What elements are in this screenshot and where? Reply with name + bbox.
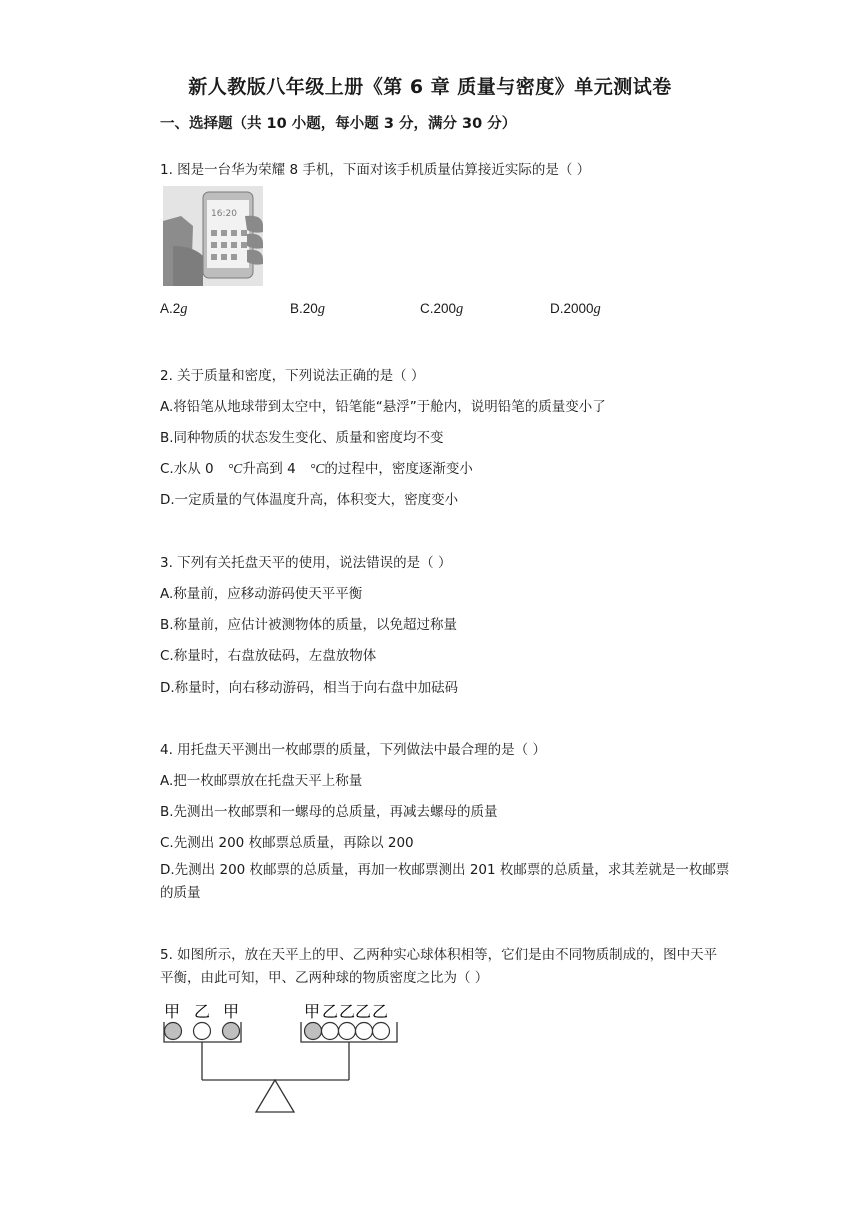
- right-ball-label: 乙: [338, 1002, 356, 1021]
- q1-option-a[interactable]: [160, 301, 188, 318]
- yi-ball: [373, 1023, 390, 1040]
- jia-ball: [305, 1023, 322, 1040]
- q3-option-d[interactable]: D.称量时，向右移动游码，相当于向右盘中加砝码: [160, 680, 459, 696]
- q4-option-d[interactable]: D.先测出 200 枚邮票的总质量，再加一枚邮票测出 201 枚邮票的总质量，求其差就是一枚邮票的质量: [160, 862, 730, 901]
- yi-ball: [194, 1023, 211, 1040]
- option-text: 的过程中，密度逐渐变小: [324, 461, 473, 477]
- q3-option-b[interactable]: B.称量前，应估计被测物体的质量，以免超过称量: [160, 617, 458, 633]
- q5-stem: 5. 如图所示，放在天平上的甲、乙两种实心球体积相等，它们是由不同物质制成的，图中天平平衡，由此可知，甲、乙两种球的物质密度之比为（ ）: [160, 947, 718, 986]
- phone-photo: [163, 186, 263, 286]
- option-text: 升高到 4: [242, 461, 296, 477]
- jia-ball: [223, 1023, 240, 1040]
- q1-option-c[interactable]: [420, 301, 463, 318]
- option-value: 2: [172, 301, 181, 316]
- left-ball-label: 乙: [193, 1002, 211, 1021]
- svg-text:16:20: 16:20: [211, 209, 237, 219]
- q2-stem: 2. 关于质量和密度，下列说法正确的是（ ）: [160, 368, 425, 384]
- q4-option-b[interactable]: B.先测出一枚邮票和一螺母的总质量，再减去螺母的质量: [160, 804, 498, 820]
- temperature-unit: °C: [310, 461, 325, 476]
- page-title: 新人教版八年级上册《第 6 章 质量与密度》单元测试卷: [188, 76, 672, 98]
- q4-stem: 4. 用托盘天平测出一枚邮票的质量，下列做法中最合理的是（ ）: [160, 742, 546, 758]
- right-ball-label: 乙: [354, 1002, 372, 1021]
- q3-option-a[interactable]: A.称量前，应移动游码使天平平衡: [160, 586, 363, 602]
- temperature-unit: °C: [227, 461, 243, 476]
- yi-ball: [356, 1023, 373, 1040]
- q1-option-b[interactable]: [290, 301, 325, 318]
- q2-option-d[interactable]: D.一定质量的气体温度升高，体积变大，密度变小: [160, 492, 459, 508]
- option-letter: C.: [420, 301, 434, 316]
- option-value: 200: [433, 301, 457, 316]
- option-letter: B.: [290, 301, 303, 316]
- q4-option-a[interactable]: A.把一枚邮票放在托盘天平上称量: [160, 773, 363, 789]
- yi-ball: [322, 1023, 339, 1040]
- phone-in-hand-image: [163, 186, 263, 286]
- option-letter: D.: [550, 301, 564, 316]
- option-value: 20: [302, 301, 318, 316]
- right-ball-label: 乙: [371, 1002, 389, 1021]
- q3-option-c[interactable]: C.称量时，右盘放砝码，左盘放物体: [160, 648, 377, 664]
- q4-option-c[interactable]: C.先测出 200 枚邮票总质量，再除以 200: [160, 835, 414, 851]
- option-unit: g: [456, 301, 464, 317]
- option-unit: g: [180, 301, 188, 317]
- yi-ball: [339, 1023, 356, 1040]
- option-value: 2000: [563, 301, 594, 316]
- option-letter: A.: [160, 301, 173, 316]
- fulcrum-triangle: [256, 1080, 294, 1112]
- q2-option-c[interactable]: [160, 457, 473, 477]
- jia-ball: [165, 1023, 182, 1040]
- section-heading: 一、选择题（共 10 小题，每小题 3 分，满分 30 分）: [160, 116, 517, 132]
- left-ball-label: 甲: [222, 1002, 240, 1021]
- option-unit: g: [593, 301, 601, 317]
- option-unit: g: [317, 301, 326, 317]
- q1-option-d[interactable]: [550, 301, 601, 318]
- q2-option-a[interactable]: A.将铅笔从地球带到太空中，铅笔能“悬浮”于舱内，说明铅笔的质量变小了: [160, 399, 606, 415]
- left-ball-label: 甲: [163, 1002, 181, 1021]
- balance-diagram: [160, 998, 410, 1118]
- right-ball-label: 乙: [321, 1002, 339, 1021]
- q2-option-b[interactable]: B.同种物质的状态发生变化、质量和密度均不变: [160, 430, 444, 446]
- option-text: C.水从 0: [160, 461, 214, 477]
- q1-stem: 1. 图是一台华为荣耀 8 手机，下面对该手机质量估算接近实际的是（ ）: [160, 162, 591, 178]
- q3-stem: 3. 下列有关托盘天平的使用，说法错误的是（ ）: [160, 555, 452, 571]
- right-ball-label: 甲: [303, 1002, 321, 1021]
